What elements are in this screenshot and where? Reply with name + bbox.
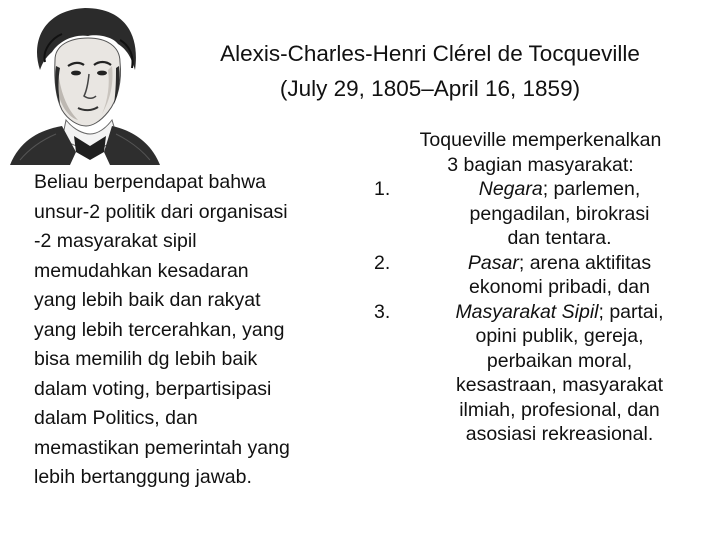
item-line: ilmiah, profesional, dan — [459, 398, 660, 421]
slide-title — [150, 36, 710, 106]
item-line: perbaikan moral, — [486, 349, 633, 372]
left-line: -2 masyarakat sipil — [34, 230, 197, 252]
item-term: Negara — [478, 178, 543, 200]
left-line: yang lebih baik dan rakyat — [34, 289, 261, 311]
item-line: ekonomi pribadi, dan — [468, 276, 651, 298]
portrait-image — [0, 0, 170, 165]
left-line: unsur-2 politik dari organisasi — [34, 200, 288, 223]
list-intro — [368, 128, 713, 177]
right-list-block — [368, 128, 713, 447]
list-item — [368, 251, 713, 300]
left-line: memudahkan kesadaran — [34, 259, 249, 282]
item-line: asosiasi rekreasional. — [465, 423, 654, 445]
item-term: Pasar — [467, 251, 519, 274]
item-number: 2. — [374, 251, 391, 274]
intro-line: 3 bagian masyarakat: — [447, 153, 634, 176]
item-line: pengadilan, birokrasi — [469, 202, 650, 225]
left-line: bisa memilih dg lebih baik — [34, 348, 258, 370]
item-line: dan tentara. — [507, 227, 612, 249]
item-rest: ; arena aktifitas — [518, 251, 652, 274]
left-line: lebih bertanggung jawab. — [34, 466, 252, 488]
item-rest: ; parlemen, — [542, 178, 641, 200]
item-line: kesastraan, masyarakat — [455, 374, 663, 396]
item-number: 3. — [374, 300, 391, 323]
item-term: Masyarakat Sipil — [455, 300, 599, 323]
left-line: yang lebih tercerahkan, yang — [34, 318, 285, 341]
item-line: opini publik, gereja, — [475, 325, 644, 347]
item-number: 1. — [374, 178, 391, 200]
list-item — [368, 177, 713, 251]
item-body — [406, 251, 713, 300]
left-line: Beliau berpendapat bahwa — [34, 171, 267, 193]
left-line: memastikan pemerintah yang — [34, 436, 290, 459]
title-name: Alexis-Charles-Henri Clérel de Tocqueville — [220, 41, 640, 66]
list-item — [368, 300, 713, 447]
left-line: dalam voting, berpartisipasi — [34, 377, 272, 400]
left-line: dalam Politics, dan — [34, 407, 198, 429]
item-rest: ; partai, — [598, 300, 664, 323]
intro-line: Toqueville memperkenalkan — [419, 129, 662, 151]
item-body — [406, 177, 713, 251]
item-body — [406, 300, 713, 447]
title-dates: (July 29, 1805–April 16, 1859) — [279, 76, 581, 101]
left-paragraph — [34, 168, 354, 493]
